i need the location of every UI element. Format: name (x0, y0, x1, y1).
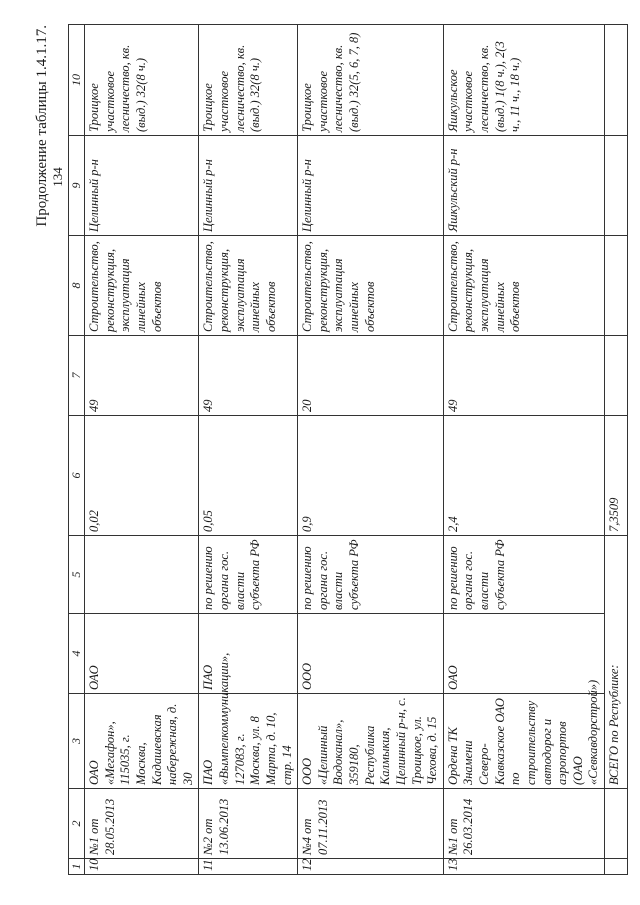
cell-location: Троицкое участковое лесничество, кв.(выд.) 32(8 ч.) (199, 25, 298, 136)
col-header: 8 (69, 236, 85, 336)
cell-area: 0,05 (199, 416, 298, 536)
cell-document: №1 от 26.03.2014 (443, 789, 604, 859)
cell-basis (85, 536, 199, 614)
cell-purpose: Строительство, реконструкция, эксплуатация линейных объектов (443, 236, 604, 336)
total-row (605, 25, 628, 875)
col-header: 10 (69, 25, 85, 136)
col-header: 6 (69, 416, 85, 536)
col-header: 3 (69, 694, 85, 789)
cell-empty (605, 136, 628, 236)
cell-location: Троицкое участковое лесничество, кв.(выд.) 32(8 ч.) (85, 25, 199, 136)
page-number: 134 (50, 167, 65, 187)
cell-document: №2 от 13.06.2013 (199, 789, 298, 859)
table-row (199, 25, 298, 875)
table-caption: Продолжение таблицы 1.4.1.17. (34, 25, 50, 227)
cell-organization: ПАО «Вымпелкоммуникации», 127083, г. Москва, ул. 8 Марта, д. 10, стр. 14 (199, 694, 298, 789)
cell-purpose: Строительство, реконструкция, эксплуатация линейных объектов (85, 236, 199, 336)
cell-number: 10 (85, 859, 199, 875)
cell-purpose: Строительство, реконструкция, эксплуатация линейных объектов (199, 236, 298, 336)
cell-empty (605, 859, 628, 875)
cell-area: 2,4 (443, 416, 604, 536)
cell-district: Целинный р-н (199, 136, 298, 236)
data-table (68, 24, 628, 875)
cell-area: 0,9 (298, 416, 444, 536)
cell-basis: по решению органа гос. власти субъекта РФ (199, 536, 298, 614)
cell-empty (605, 25, 628, 136)
total-label: ВСЕГО по Республике: (605, 536, 628, 789)
cell-area: 0,02 (85, 416, 199, 536)
cell-document: №1 от 28.05.2013 (85, 789, 199, 859)
header-row (69, 25, 85, 875)
cell-empty (605, 336, 628, 416)
cell-term: 49 (199, 336, 298, 416)
col-header: 2 (69, 789, 85, 859)
cell-form: ООО (298, 614, 444, 694)
cell-number: 13 (443, 859, 604, 875)
cell-form: ПАО (199, 614, 298, 694)
cell-term: 49 (85, 336, 199, 416)
col-header: 7 (69, 336, 85, 416)
cell-basis: по решению органа гос. власти субъекта РФ (443, 536, 604, 614)
cell-number: 12 (298, 859, 444, 875)
col-header: 9 (69, 136, 85, 236)
cell-basis: по решению органа гос. власти субъекта РФ (298, 536, 444, 614)
cell-district: Целинный р-н (298, 136, 444, 236)
cell-number: 11 (199, 859, 298, 875)
table-row (443, 25, 604, 875)
cell-empty (605, 236, 628, 336)
cell-term: 20 (298, 336, 444, 416)
total-area: 7,3509 (605, 416, 628, 536)
table-row (298, 25, 444, 875)
cell-district: Целинный р-н (85, 136, 199, 236)
col-header: 5 (69, 536, 85, 614)
col-header: 4 (69, 614, 85, 694)
cell-organization: ООО «Целинный Водоканал», 359180, Республика Калмыкия, Целинный р-н, с. Троицкое, ул. Чехова, д. 15 (298, 694, 444, 789)
table-row (85, 25, 199, 875)
cell-organization: ОАО «Мегафон», 115035, г. Москва, Кадашевская набережная, д. 30 (85, 694, 199, 789)
cell-term: 49 (443, 336, 604, 416)
cell-organization: Ордена ТК Знамени Северо-Кавказское ОАО по строительству автодорог и аэропортов (ОАО «Севкавдорстрой») (443, 694, 604, 789)
cell-district: Яшкульский р-н (443, 136, 604, 236)
col-header: 1 (69, 859, 85, 875)
cell-form: ОАО (443, 614, 604, 694)
cell-location: Яшкульское участковое лесничество, кв.(выд.) 1(8 ч.), 2(3 ч., 11 ч., 18 ч.) (443, 25, 604, 136)
cell-purpose: Строительство, реконструкция, эксплуатация линейных объектов (298, 236, 444, 336)
cell-document: №4 от 07.11.2013 (298, 789, 444, 859)
cell-location: Троицкое участковое лесничество, кв.(выд.) 32(5, 6, 7, 8) (298, 25, 444, 136)
cell-empty (605, 789, 628, 859)
cell-form: ОАО (85, 614, 199, 694)
